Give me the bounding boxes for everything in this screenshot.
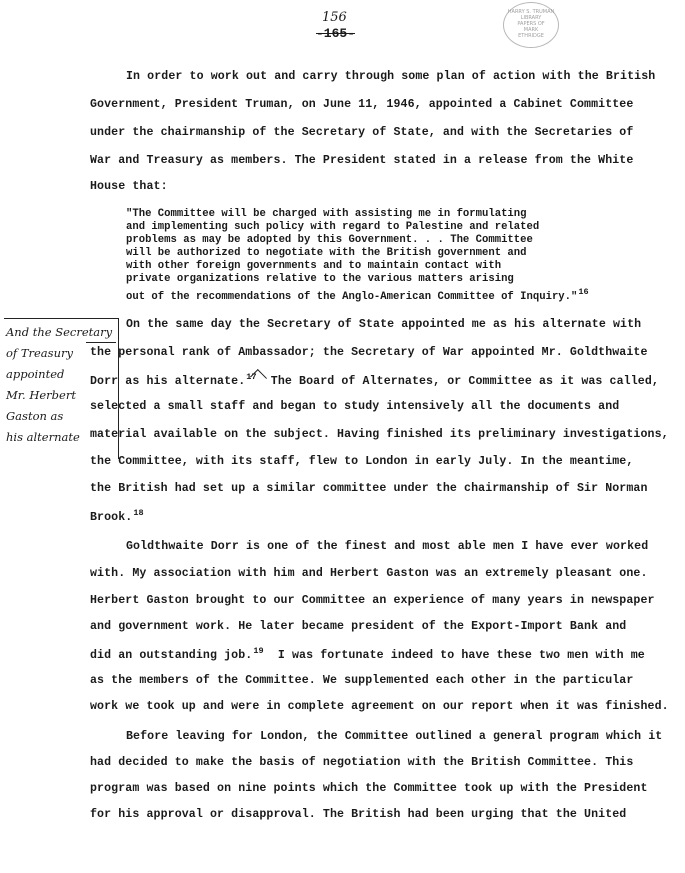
- quote-line: with other foreign governments and to maintain contact with: [126, 260, 502, 272]
- stamp-line: MARK: [523, 27, 539, 33]
- quote-line: problems as may be adopted by this Government. . . The Committee: [126, 234, 533, 246]
- paragraph-2-line: [90, 372, 659, 388]
- footnote-16: 16: [578, 287, 589, 297]
- typed-page-number: -165-: [316, 26, 356, 41]
- quote-line: will be authorized to negotiate with the British government and: [126, 247, 527, 259]
- margin-note-line: Gaston as: [6, 409, 64, 423]
- paragraph-2-line: selected a small staff and began to study intensively all the documents and: [90, 400, 620, 413]
- paragraph-2-line-3-rest: The Board of Alternates, or Committee as it was called,: [270, 375, 659, 388]
- paragraph-3-line: work we took up and were in complete agreement on our report when it was finished.: [90, 700, 669, 713]
- quote-last-text: out of the recommendations of the Anglo-American Committee of Inquiry.": [126, 291, 578, 303]
- margin-note-line: appointed: [6, 367, 65, 381]
- paragraph-3-line-5-start: did an outstanding job.: [90, 649, 253, 662]
- footnote-18: 18: [133, 508, 144, 518]
- paragraph-2-line-3-start: Dorr as his alternate.: [90, 375, 246, 388]
- footnote-17: 17: [246, 372, 257, 382]
- paragraph-4-line: for his approval or disapproval. The British had been urging that the United: [90, 808, 627, 821]
- paragraph-1-line: In order to work out and carry through some plan of action with the British: [126, 70, 656, 83]
- paragraph-2-last-text: Brook.: [90, 511, 133, 524]
- paragraph-3-line: Goldthwaite Dorr is one of the finest and most able men I have ever worked: [126, 540, 649, 553]
- paragraph-4-line: program was based on nine points which the Committee took up with the President: [90, 782, 648, 795]
- handwritten-margin-note: [6, 322, 122, 448]
- stamp-line: PAPERS OF: [517, 21, 545, 27]
- paragraph-4-line: had decided to make the basis of negotiation with the British Committee. This: [90, 756, 634, 769]
- paragraph-2-line: the Committee, with its staff, flew to London in early July. In the meantime,: [90, 455, 634, 468]
- paragraph-3-line: as the members of the Committee. We supplemented each other in the particular: [90, 674, 634, 687]
- paragraph-3-line: with. My association with him and Herbert Gaston was an extremely pleasant one.: [90, 567, 648, 580]
- paragraph-2-line: On the same day the Secretary of State appointed me as his alternate with: [126, 318, 642, 331]
- stamp-line: ETHRIDGE: [518, 33, 544, 39]
- quote-line: [126, 286, 589, 304]
- stamp-line: LIBRARY: [520, 15, 542, 21]
- paragraph-3-line: and government work. He later became president of the Export-Import Bank and: [90, 620, 627, 633]
- paragraph-2-line: material available on the subject. Having finished its preliminary investigations,: [90, 428, 669, 441]
- quote-line: and implementing such policy with regard to Palestine and related: [126, 221, 540, 233]
- paragraph-2-line: the personal rank of Ambassador; the Secretary of War appointed Mr. Goldthwaite: [90, 346, 648, 359]
- paragraph-3-line: Herbert Gaston brought to our Committee an experience of many years in newspaper: [90, 594, 655, 607]
- paragraph-2-line: the British had set up a similar committee under the chairmanship of Sir Norman: [90, 482, 648, 495]
- footnote-19: 19: [253, 646, 264, 656]
- archive-stamp: [503, 2, 559, 48]
- paragraph-3-line-5-rest: I was fortunate indeed to have these two men with me: [277, 649, 645, 662]
- paragraph-4-line: Before leaving for London, the Committee outlined a general program which it: [126, 730, 663, 743]
- paragraph-3-line: [90, 646, 645, 662]
- margin-note-line: Mr. Herbert: [6, 388, 76, 402]
- paragraph-1-line: House that:: [90, 180, 168, 193]
- handwritten-page-number: 156: [322, 10, 347, 25]
- quote-line: private organizations relative to the various matters arising: [126, 273, 514, 285]
- margin-note-line: of Treasury: [6, 346, 73, 360]
- margin-note-line: And the Secretary: [6, 325, 113, 339]
- quote-line: "The Committee will be charged with assisting me in formulating: [126, 208, 527, 220]
- paragraph-1-line: under the chairmanship of the Secretary of State, and with the Secretaries of: [90, 126, 634, 139]
- paragraph-1-line: Government, President Truman, on June 11, 1946, appointed a Cabinet Committee: [90, 98, 634, 111]
- paragraph-2-line: [90, 508, 144, 524]
- margin-note-line: his alternate: [6, 430, 80, 444]
- stamp-line: HARRY S. TRUMAN: [507, 9, 555, 15]
- paragraph-1-line: War and Treasury as members. The President stated in a release from the White: [90, 154, 634, 167]
